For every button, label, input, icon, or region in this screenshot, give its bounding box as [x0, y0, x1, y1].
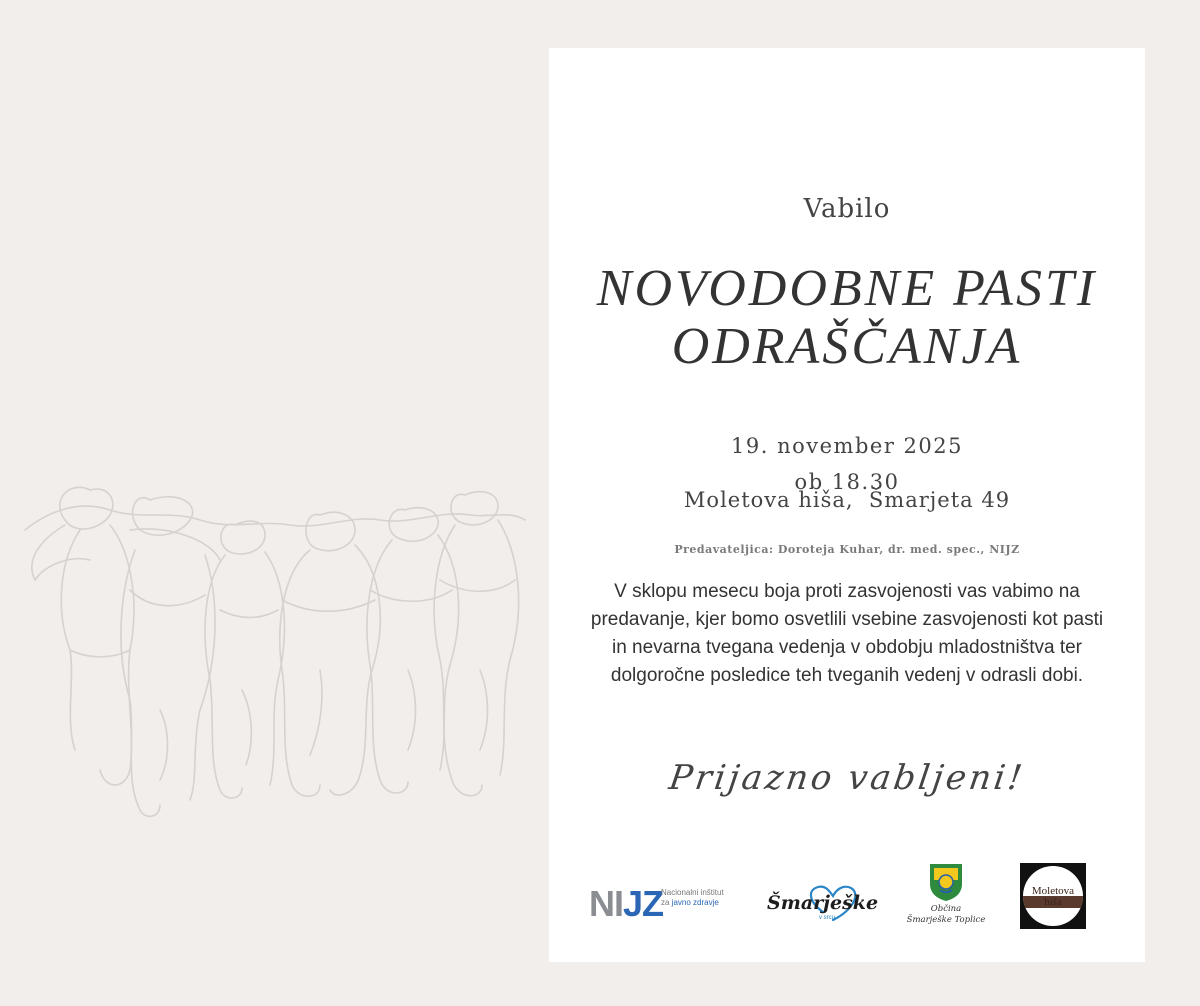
- obcina-name: Občina Šmarješke Toplice: [906, 904, 986, 925]
- invitation-card: [549, 48, 1145, 962]
- event-time: ob 18.30: [794, 470, 900, 494]
- smarjeske-tagline: v srcu: [819, 915, 836, 921]
- nijz-logo-icon: [589, 884, 731, 924]
- walking-people-line-art-icon: [20, 470, 530, 830]
- partner-logos: [549, 860, 1145, 932]
- nijz-full-name: Nacionalni inštitut za javno zdravje: [661, 888, 724, 907]
- obcina-logo: [901, 860, 991, 932]
- moletova-wordmark: Moletova hiša: [1031, 885, 1075, 908]
- invitation-title: NOVODOBNE PASTI ODRAŠČANJA: [596, 260, 1098, 375]
- invitation-body: V sklopu mesecu boja proti zasvojenosti vas vabimo na predavanje, kjer bomo osvetlili vsebine zasvojenosti kot pasti in nevarna tvegana vedenja v obdobju mladostništva ter dolgoročne posledice teh tveganih vedenj v odrasli dobi.: [590, 581, 1104, 686]
- nijz-wordmark: NIJZ: [589, 883, 664, 924]
- event-speaker: Predavateljica: Doroteja Kuhar, dr. med. spec., NIJZ: [674, 543, 1020, 556]
- event-venue: Moletova hiša, Šmarjeta 49: [683, 488, 1011, 512]
- coat-of-arms-icon: [928, 862, 964, 902]
- invitation-eyebrow: Vabilo: [803, 194, 891, 224]
- invitation-signoff: Prijazno vabljeni!: [666, 758, 1028, 798]
- moletova-hisa-logo-icon: [1020, 863, 1086, 929]
- smarjeske-wordmark: Šmarješke: [767, 892, 879, 914]
- smarjeske-logo: [763, 882, 879, 926]
- moletova-badge: [1023, 866, 1083, 926]
- event-date: 19. november 2025: [731, 434, 963, 458]
